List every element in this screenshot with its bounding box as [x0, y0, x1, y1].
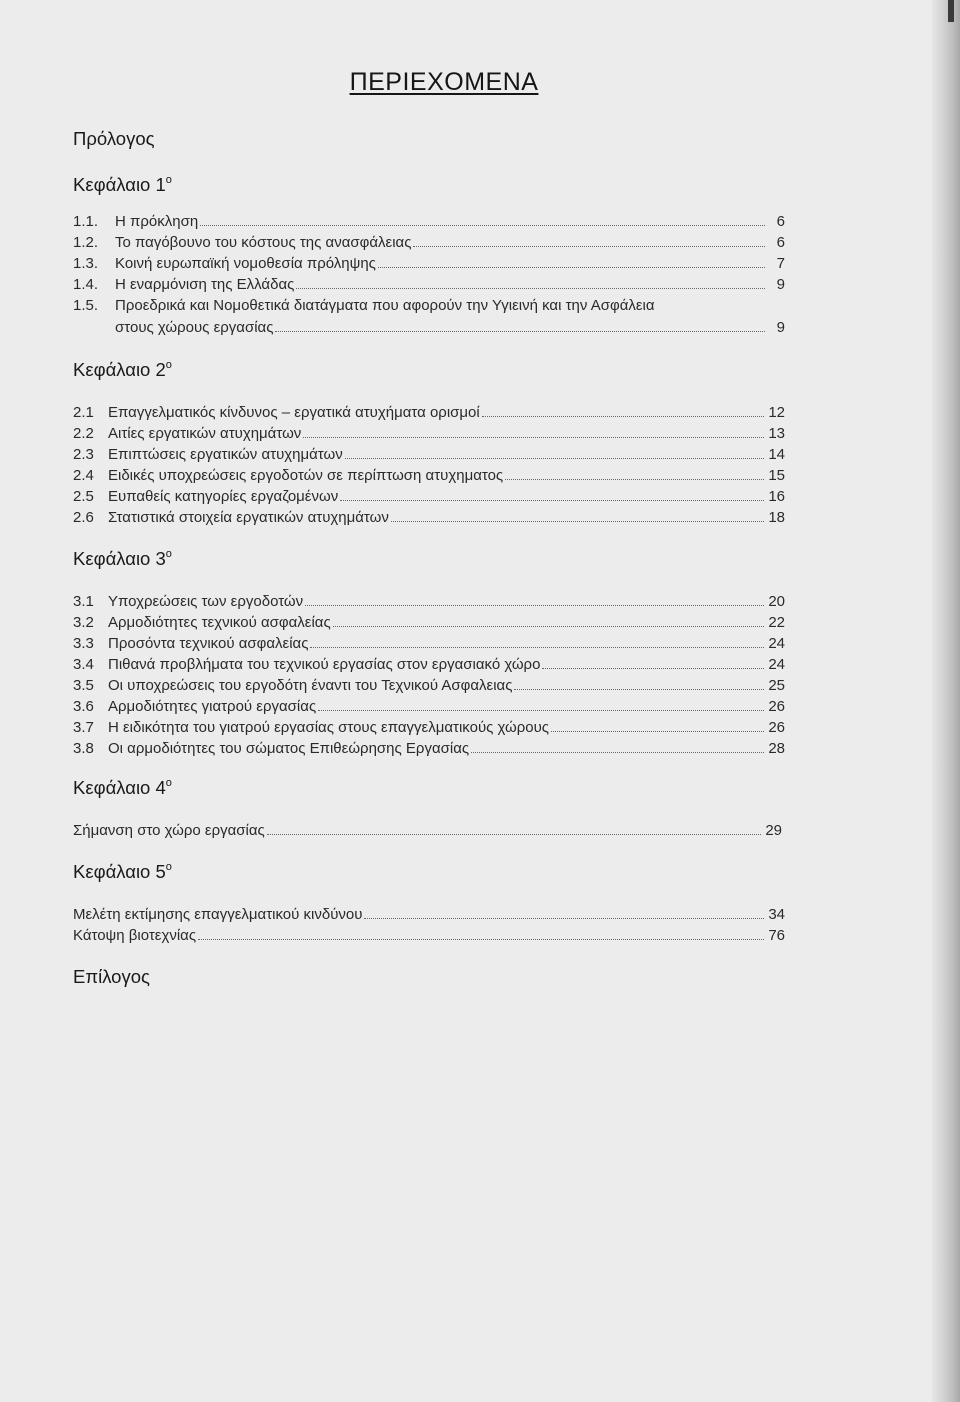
entry-number: 1.3. — [73, 255, 99, 272]
entry-title: Στατιστικά στοιχεία εργατικών ατυχημάτων — [108, 509, 389, 526]
scan-corner-mark — [948, 0, 954, 22]
toc-entry-2-1[interactable] — [73, 403, 785, 423]
entry-number: 3.4 — [73, 656, 94, 673]
entry-title: Η ειδικότητα του γιατρού εργασίας στους επαγγελματικούς χώρους — [108, 719, 550, 736]
entry-title: Προεδρικά και Νομοθετικά διατάγματα που αφορούν την Υγιεινή και την Ασφάλεια — [115, 297, 655, 314]
dot-leader — [413, 246, 765, 247]
chapter-2-superscript: ο — [165, 359, 172, 371]
entry-page: 9 — [776, 276, 785, 293]
dot-leader — [267, 834, 762, 835]
toc-entry-3-7[interactable] — [73, 718, 785, 738]
dot-leader — [275, 331, 765, 332]
dot-leader — [296, 288, 765, 289]
entry-page: 7 — [776, 255, 785, 272]
chapter-3-label: Κεφάλαιο 3 — [73, 548, 166, 569]
dot-leader — [514, 689, 764, 690]
dot-leader — [364, 918, 764, 919]
entry-page: 24 — [768, 635, 785, 652]
toc-entry-2-6[interactable] — [73, 508, 785, 528]
dot-leader — [378, 267, 765, 268]
entry-page: 20 — [768, 593, 785, 610]
entry-page: 6 — [776, 234, 785, 251]
entry-title: Κοινή ευρωπαϊκή νομοθεσία πρόληψης — [115, 255, 376, 272]
toc-entry-1-1[interactable] — [73, 212, 785, 232]
entry-page: 34 — [768, 906, 785, 923]
entry-title: Υποχρεώσεις των εργοδοτών — [108, 593, 304, 610]
entry-title: Επαγγελματικός κίνδυνος – εργατικά ατυχήματα ορισμοί — [108, 404, 480, 421]
entry-page: 22 — [768, 614, 785, 631]
toc-entry-3-4[interactable] — [73, 655, 785, 675]
chapter-1-heading — [73, 174, 172, 196]
dot-leader — [551, 731, 764, 732]
entry-number: 3.1 — [73, 593, 94, 610]
entry-title: Αιτίες εργατικών ατυχημάτων — [108, 425, 302, 442]
entry-title: Η πρόκληση — [115, 213, 199, 230]
toc-entry-3-2[interactable] — [73, 613, 785, 633]
entry-number: 2.2 — [73, 425, 94, 442]
entry-page: 24 — [768, 656, 785, 673]
dot-leader — [303, 437, 764, 438]
entry-number: 1.5. — [73, 297, 99, 314]
toc-entry-2-4[interactable] — [73, 466, 785, 486]
toc-entry-3-3[interactable] — [73, 634, 785, 654]
chapter-4-superscript: ο — [165, 777, 172, 789]
dot-leader — [340, 500, 764, 501]
dot-leader — [482, 416, 765, 417]
dot-leader — [471, 752, 764, 753]
entry-page: 28 — [768, 740, 785, 757]
dot-leader — [391, 521, 764, 522]
entry-number: 1.4. — [73, 276, 99, 293]
entry-number: 1.1. — [73, 213, 99, 230]
entry-title: Το παγόβουνο του κόστους της ανασφάλειας — [115, 234, 412, 251]
toc-entry-1-5[interactable] — [73, 296, 785, 316]
epilogue-heading: Επίλογος — [73, 966, 150, 987]
page-title: ΠΕΡΙΕΧΟΜΕΝΑ — [349, 68, 539, 96]
entry-number: 2.6 — [73, 509, 94, 526]
chapter-1-superscript: ο — [165, 174, 172, 186]
toc-entry-2-3[interactable] — [73, 445, 785, 465]
entry-page: 14 — [768, 446, 785, 463]
entry-title: Σήμανση στο χώρο εργασίας — [73, 822, 265, 839]
scan-edge-shadow — [932, 0, 960, 1402]
toc-entry-1-2[interactable] — [73, 233, 785, 253]
chapter-4-heading — [73, 777, 172, 799]
entry-title: Αρμοδιότητες τεχνικού ασφαλείας — [108, 614, 331, 631]
entry-page: 12 — [768, 404, 785, 421]
dot-leader — [310, 647, 764, 648]
toc-entry-2-5[interactable] — [73, 487, 785, 507]
toc-entry-1-3[interactable] — [73, 254, 785, 274]
entry-number: 2.3 — [73, 446, 94, 463]
toc-entry-5-1[interactable] — [73, 905, 785, 925]
chapter-2-label: Κεφάλαιο 2 — [73, 359, 166, 380]
toc-entry-3-1[interactable] — [73, 592, 785, 612]
dot-leader — [505, 479, 764, 480]
entry-number: 2.4 — [73, 467, 94, 484]
chapter-5-heading — [73, 861, 172, 883]
chapter-3-heading — [73, 548, 172, 570]
dot-leader — [333, 626, 765, 627]
dot-leader — [198, 939, 764, 940]
toc-entry-1-5-continuation[interactable] — [115, 318, 785, 338]
entry-title: Επιπτώσεις εργατικών ατυχημάτων — [108, 446, 343, 463]
prologue-heading: Πρόλογος — [73, 128, 155, 149]
chapter-5-label: Κεφάλαιο 5 — [73, 861, 166, 882]
entry-page: 25 — [768, 677, 785, 694]
dot-leader — [200, 225, 765, 226]
dot-leader — [345, 458, 765, 459]
toc-entry-1-4[interactable] — [73, 275, 785, 295]
entry-title: Αρμοδιότητες γιατρού εργασίας — [108, 698, 317, 715]
entry-title: Μελέτη εκτίμησης επαγγελματικού κινδύνου — [73, 906, 363, 923]
entry-page: 15 — [768, 467, 785, 484]
entry-page: 16 — [768, 488, 785, 505]
entry-title: Πιθανά προβλήματα του τεχνικού εργασίας στον εργασιακό χώρο — [108, 656, 541, 673]
entry-page: 18 — [768, 509, 785, 526]
entry-title: Οι υποχρεώσεις του εργοδότη έναντι του Τεχνικού Ασφαλειας — [108, 677, 513, 694]
entry-number: 2.5 — [73, 488, 94, 505]
entry-title: Ειδικές υποχρεώσεις εργοδοτών σε περίπτωση ατυχηματος — [108, 467, 504, 484]
chapter-5-superscript: ο — [165, 861, 172, 873]
toc-entry-3-5[interactable] — [73, 676, 785, 696]
entry-page: 26 — [768, 719, 785, 736]
entry-title-continued: στους χώρους εργασίας — [115, 319, 274, 336]
entry-title: Οι αρμοδιότητες του σώματος Επιθεώρησης Εργασίας — [108, 740, 470, 757]
entry-number: 3.8 — [73, 740, 94, 757]
entry-number: 3.7 — [73, 719, 94, 736]
entry-title: Ευπαθείς κατηγορίες εργαζομένων — [108, 488, 339, 505]
entry-page: 6 — [776, 213, 785, 230]
dot-leader — [305, 605, 764, 606]
entry-number: 3.2 — [73, 614, 94, 631]
chapter-2-heading — [73, 359, 172, 381]
entry-page: 9 — [776, 319, 785, 336]
entry-title: Κάτοψη βιοτεχνίας — [73, 927, 197, 944]
entry-page: 29 — [765, 822, 782, 839]
entry-number: 3.6 — [73, 698, 94, 715]
entry-page: 26 — [768, 698, 785, 715]
entry-page: 76 — [768, 927, 785, 944]
dot-leader — [318, 710, 764, 711]
chapter-4-label: Κεφάλαιο 4 — [73, 777, 166, 798]
dot-leader — [542, 668, 764, 669]
entry-number: 1.2. — [73, 234, 99, 251]
toc-entry-2-2[interactable] — [73, 424, 785, 444]
entry-number: 3.3 — [73, 635, 94, 652]
toc-entry-5-2[interactable] — [73, 926, 785, 946]
chapter-3-superscript: ο — [165, 548, 172, 560]
entry-title: Η εναρμόνιση της Ελλάδας — [115, 276, 295, 293]
chapter-1-label: Κεφάλαιο 1 — [73, 174, 166, 195]
entry-number: 2.1 — [73, 404, 94, 421]
toc-entry-3-6[interactable] — [73, 697, 785, 717]
toc-entry-4-1[interactable] — [73, 821, 782, 841]
entry-title: Προσόντα τεχνικού ασφαλείας — [108, 635, 309, 652]
toc-entry-3-8[interactable] — [73, 739, 785, 759]
entry-number: 3.5 — [73, 677, 94, 694]
entry-page: 13 — [768, 425, 785, 442]
